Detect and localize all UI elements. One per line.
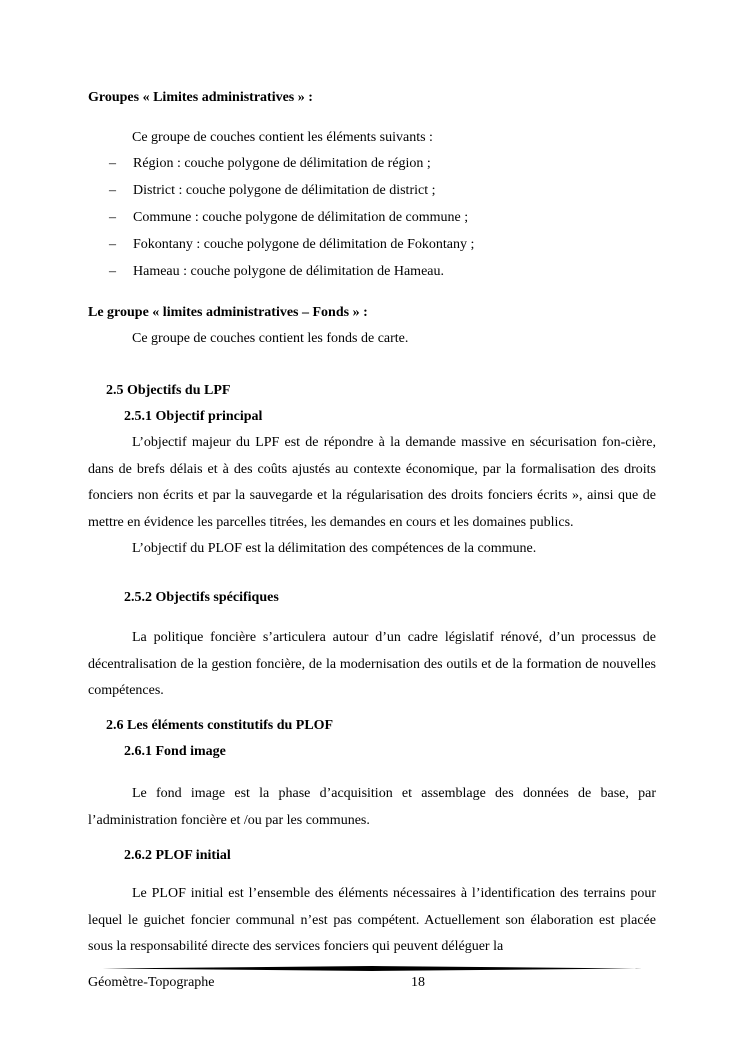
list-item: Fokontany : couche polygone de délimitation de Fokontany ; [133, 237, 475, 252]
fonds-text: Ce groupe de couches contient les fonds de carte. [132, 331, 409, 346]
paragraph: L’objectif du PLOF est la délimitation des compétences de la commune. [132, 541, 537, 556]
list-item: District : couche polygone de délimitation de district ; [133, 183, 436, 198]
section-2-6-2-title: 2.6.2 PLOF initial [124, 848, 231, 863]
groups-intro: Ce groupe de couches contient les éléments suivants : [132, 130, 433, 145]
section-2-6-2-body [88, 881, 656, 961]
fonds-heading: Le groupe « limites administratives – Fonds » : [88, 305, 368, 320]
bullet-marker: – [109, 264, 116, 279]
paragraph: Le PLOF initial est l’ensemble des éléments nécessaires à l’identification des terrains pour lequel le guichet foncier communal n’est pas compétent. Actuellement son élaboration est placée sous la responsabilité directe des services fonciers qui peuvent déléguer la [88, 886, 656, 954]
page-number: 18 [411, 975, 425, 990]
section-2-6-1-title: 2.6.1 Fond image [124, 744, 226, 759]
footer-left: Géomètre-Topographe [88, 975, 215, 990]
section-2-5-2-title: 2.5.2 Objectifs spécifiques [124, 590, 279, 605]
paragraph: La politique foncière s’articulera autour d’un cadre législatif rénové, d’un processus de décentralisation de la gestion foncière, de la modernisation des outils et de la formation de nouvelles compétences. [88, 630, 656, 698]
list-item: Hameau : couche polygone de délimitation de Hameau. [133, 264, 445, 279]
footer-rule [102, 966, 642, 971]
bullet-marker: – [109, 210, 116, 225]
section-2-5-2-body [88, 625, 656, 705]
section-2-5-title: 2.5 Objectifs du LPF [106, 383, 231, 398]
bullet-marker: – [109, 156, 116, 171]
paragraph: L’objectif majeur du LPF est de répondre à la demande massive en sécurisation fon-cière, dans de brefs délais et à des coûts ajustés au contexte économique, par la formalisation des droits fonciers non écrits et par la sauvegarde et la régularisation des droits fonciers écrits », ainsi que de mettre en évidence les parcelles titrées, les demandes en cours et les domaines publics. [88, 435, 656, 530]
bullet-marker: – [109, 237, 116, 252]
list-item: Région : couche polygone de délimitation de région ; [133, 156, 431, 171]
groups-heading: Groupes « Limites administratives » : [88, 90, 313, 105]
bullet-marker: – [109, 183, 116, 198]
section-2-6-title: 2.6 Les éléments constitutifs du PLOF [106, 718, 334, 733]
paragraph: Le fond image est la phase d’acquisition et assemblage des données de base, par l’administration foncière et /ou par les communes. [88, 786, 656, 828]
section-2-5-1-body [88, 430, 656, 563]
section-2-5-1-title: 2.5.1 Objectif principal [124, 409, 263, 424]
section-2-6-1-body [88, 781, 656, 834]
list-item: Commune : couche polygone de délimitation de commune ; [133, 210, 469, 225]
